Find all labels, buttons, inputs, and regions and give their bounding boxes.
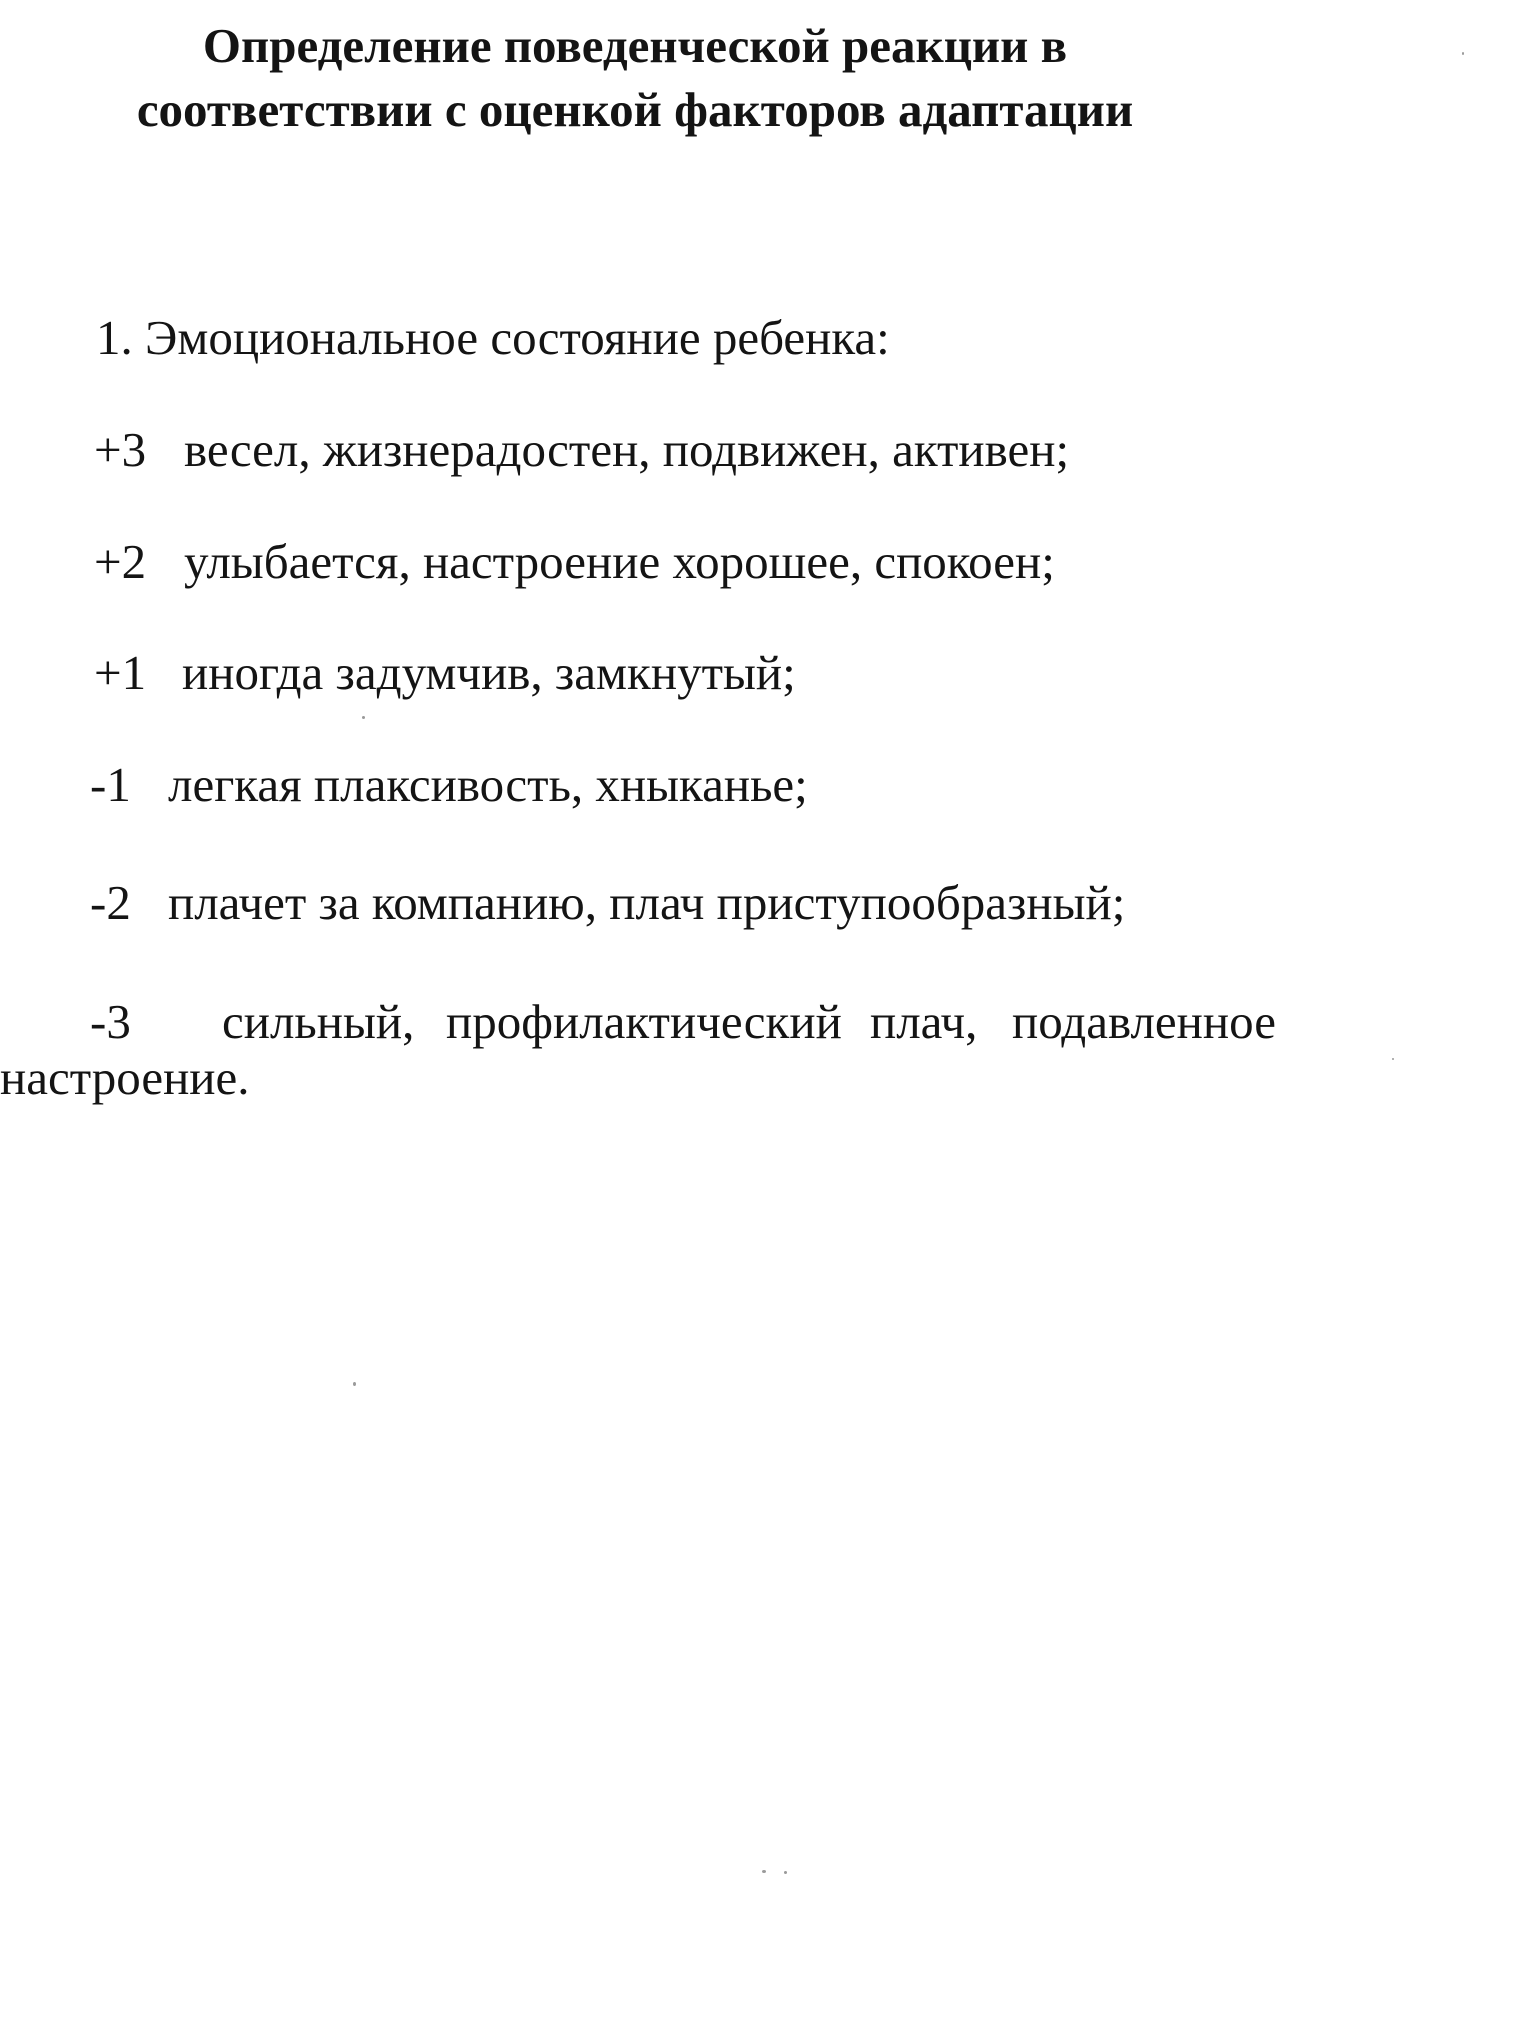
scan-speck: [353, 1382, 356, 1386]
item-description: иногда задумчив, замкнутый;: [182, 645, 796, 700]
scan-speck: [784, 1871, 787, 1874]
item-word: плач,: [870, 994, 978, 1049]
document-title: [80, 14, 1190, 142]
justified-line: [0, 992, 1280, 1052]
item-score: -2: [90, 875, 131, 930]
item-description: легкая плаксивость, хныканье;: [168, 757, 808, 812]
section-heading: 1. Эмоциональное состояние ребенка:: [96, 310, 890, 365]
item-score: -1: [90, 757, 131, 812]
item-score: -3: [90, 994, 131, 1049]
item-score: +2: [94, 534, 147, 589]
title-line-2: соответствии с оценкой факторов адаптации: [136, 82, 1134, 137]
item-description: плачет за компанию, плач приступообразный;: [168, 875, 1126, 930]
scan-speck: [1462, 52, 1464, 55]
item-continuation: настроение.: [0, 1050, 250, 1105]
scan-speck: [362, 716, 365, 719]
title-line-1: Определение поведенческой реакции в: [202, 18, 1068, 73]
item-description: улыбается, настроение хорошее, спокоен;: [184, 534, 1055, 589]
item-word: сильный,: [222, 994, 415, 1049]
item-description: весел, жизнерадостен, подвижен, активен;: [184, 422, 1070, 477]
scan-speck: [1392, 1058, 1394, 1060]
list-item-last: [0, 992, 1280, 1105]
item-word: подавленное: [1012, 994, 1276, 1049]
item-score: +1: [94, 645, 147, 700]
item-score: +3: [94, 422, 147, 477]
item-word: профилактический: [446, 994, 842, 1049]
scan-speck: [762, 1870, 766, 1873]
